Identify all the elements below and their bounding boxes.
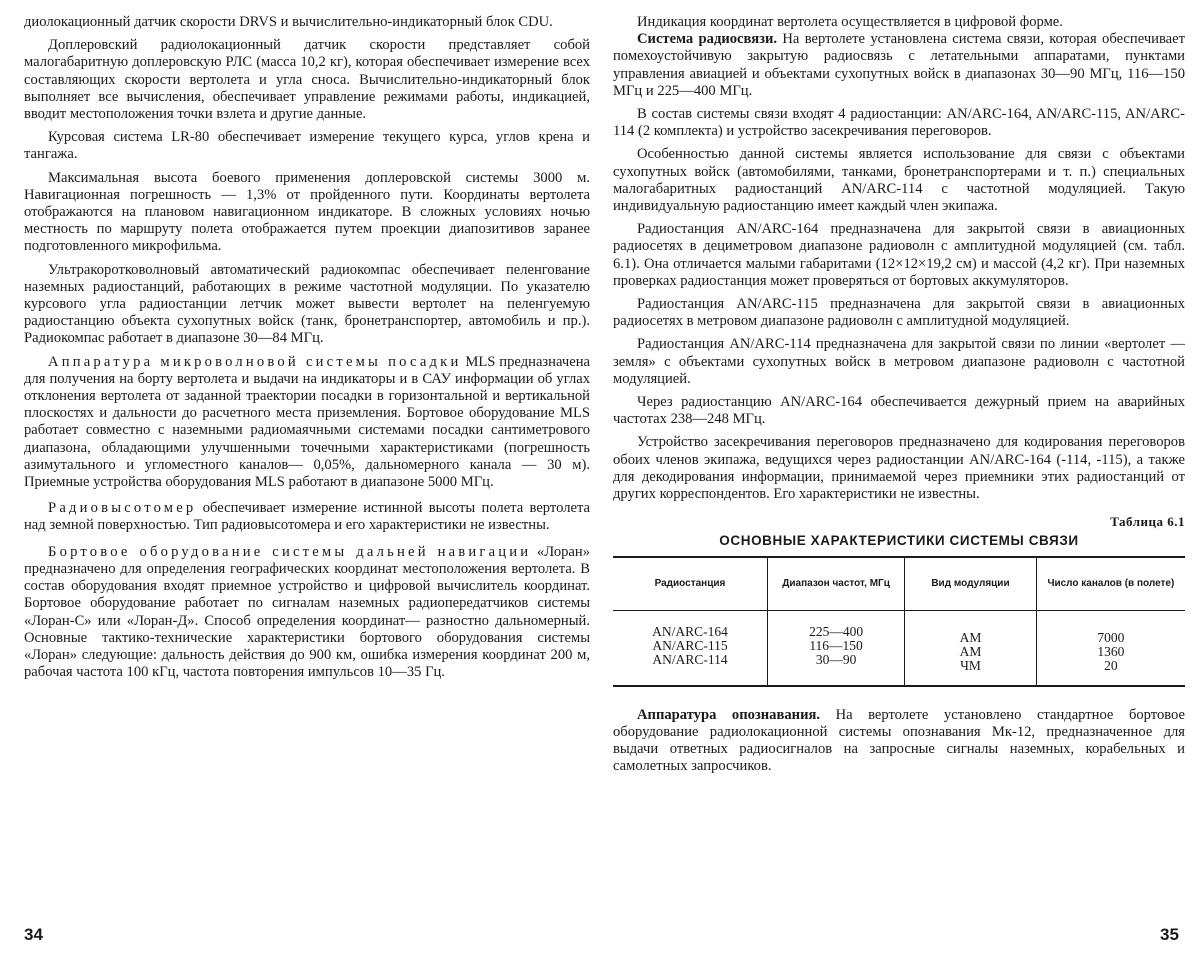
table-cell: 1360 [1097, 643, 1125, 659]
paragraph-comm-composition: В состав системы связи входят 4 радиостанции: AN/ARC-164, AN/ARC-115, AN/ARC-114 (2 комплекта) и устройство засекречивания переговоров. [613, 106, 1185, 140]
table-title: ОСНОВНЫЕ ХАРАКТЕРИСТИКИ СИСТЕМЫ СВЯЗИ [719, 533, 1079, 549]
paragraph-emergency: Через радиостанцию AN/ARC-164 обеспечивается дежурный прием на аварийных частотах 238—248 МГц. [613, 394, 1185, 428]
header-radio: Радиостанция [613, 557, 767, 611]
paragraph-arc164: Радиостанция AN/ARC-164 предназначена для закрытой связи в авиационных радиосетях в дециметровом диапазоне радиоволн с амплитудной модуляцией (см. табл. 6.1). Она отличается малыми габаритами (12×12×19,2 см) и массой (4,2 кг). При наземных проверках радиостанция может проверяться от бортовых аккумуляторов. [613, 221, 1185, 289]
paragraph-loran [24, 544, 590, 682]
header-freq: Диапазон частот, МГц [767, 557, 904, 611]
paragraph-radioaltimeter [24, 500, 590, 534]
paragraph-comm-feature: Особенностью данной системы является использование для связи с объектами сухопутных войск (автомобилями, танками, бронетранспортерами и т. п.) специальных малогабаритных радиостанций AN/ARC-114 с частотной модуляцией. Такую индивидуальную радиостанцию имеет каждый член экипажа. [613, 146, 1185, 215]
page-number-right: 35 [1160, 925, 1179, 944]
header-channels: Число каналов (в полете) [1036, 557, 1185, 611]
loran-text: «Лоран» предназначено для определения географических координат местоположения вертолета. В состав оборудования входят приемное устройство и цифровой вычислитель координат. Бортовое оборудование работает по сигналам наземных радиопередатчиков системы «Лоран-С» или «Лоран-Д». Способ определения координат— разностно дальномерный. Основные тактико-технические характеристики бортового оборудования системы «Лоран» следующие: дальность действия до 900 км, ошибка измерения координат 200 м, рабочая частота 100 кГц, частота повторения импульсов 10—35 Гц. [24, 543, 590, 681]
table-cell: 20 [1104, 657, 1118, 673]
table-cell: AN/ARC-164 [652, 623, 728, 639]
paragraph-doppler-accuracy: Максимальная высота боевого применения доплеровской системы 3000 м. Навигационная погрешность — 1,3% от пройденного пути. Координаты вертолета отображаются на плановом навигационном индикаторе. В сложных условиях ночью местность по маршруту полета отображается путем проекции диапозитивов заранее подготовленного микрофильма. [24, 169, 590, 255]
col-channels [1036, 610, 1185, 686]
table-cell: АМ [959, 629, 982, 645]
radioalt-lead: Радиовысотомер [48, 500, 197, 517]
table-header-row [613, 557, 1185, 611]
paragraph-radiocompass: Ультракоротковолновый автоматический радиокомпас обеспечивает пеленгование наземных радиостанций, работающих в режиме частотной модуляции. По указателю курсового угла радиостанции летчик может вывести вертолет на пеленгуемую радиостанцию объекта сухопутных войск (танк, бронетранспортер, автомобиль и пр.). Радиокомпас работает в диапазоне 30—84 МГц. [24, 261, 590, 347]
table-cell: АМ [959, 643, 982, 659]
paragraph-identification [613, 707, 1185, 776]
paragraph-doppler-sensor: Доплеровский радиолокационный датчик скорости представляет собой малогабаритную доплеровскую РЛС (масса 10,2 кг), которая обеспечивает измерение всех составляющих скорости вертолета и угла сноса. Вычислительно-индикаторный блок выполняет все вычисления, обеспечивает управление режимами работы, индикацией, вводит местоположения точки взлета и другие данные. [24, 37, 590, 123]
paragraph-course-system: Курсовая система LR-80 обеспечивает измерение текущего курса, углов крена и тангажа. [24, 129, 590, 163]
mls-lead: Аппаратура микроволновой системы посадки [48, 353, 462, 370]
loran-lead: Бортовое оборудование системы дальней навигации [48, 543, 532, 560]
paragraph-comm-system [613, 31, 1185, 100]
left-page [24, 14, 590, 681]
paragraph-drvs-continued: диолокационный датчик скорости DRVS и вычислительно-индикаторный блок CDU. [24, 14, 553, 30]
table-cell: AN/ARC-114 [652, 651, 728, 667]
comm-text: На вертолете установлена система связи, которая обеспечивает помехоустойчивую закрытую радиосвязь с летательными аппаратами, пунктами управления авиацией и объектами сухопутных войск в диапазонах 30—90 МГц, 116—150 МГц и 225—400 МГц. [613, 31, 1186, 99]
paragraph-encryption: Устройство засекречивания переговоров предназначено для кодирования переговоров обоих членов экипажа, ведущихся через радиостанции AN/ARC-164 (-114, -115), а также для декодирования информации, принимаемой через приемники этих радиостанций от других корреспондентов. Его характеристики не известны. [613, 434, 1185, 503]
comm-spec-table [613, 556, 1185, 687]
paragraph-coordinates-display: Индикация координат вертолета осуществляется в цифровой форме. [637, 14, 1063, 30]
right-page [613, 14, 1185, 776]
col-radio [613, 610, 767, 686]
radioalt-text: обеспечивает измерение истинной высоты полета вертолета над земной поверхностью. Тип радиовысотомера и его характеристики не известны. [24, 500, 590, 534]
table-cell: 225—400 [809, 623, 864, 639]
page-number-left: 34 [24, 925, 43, 944]
table-cell: 30—90 [815, 651, 857, 667]
ident-lead: Аппаратура опознавания. [637, 706, 821, 723]
comm-lead: Система радиосвязи. [637, 31, 778, 48]
table-cell: 116—150 [809, 637, 863, 653]
header-modulation: Вид модуляции [905, 557, 1037, 611]
mls-text: MLS предназначена для получения на борту вертолета и выдачи на индикаторы и в САУ информации об углах отклонения вертолета от заданной траектории посадки в горизонтальной и вертикальной плоскостях и дальности до расчетного места приземления. Бортовое оборудование MLS работает совместно с наземными радиомаячными системами посадки сантиметрового диапазона, обладающими улучшенными точечными характеристиками (погрешность азимутального и угломестного каналов— 0,05%, дальномерного канала — 30 м). Приемные устройства оборудования MLS работают в диапазоне 5000 МГц. [24, 353, 590, 491]
paragraph-arc114: Радиостанция AN/ARC-114 предназначена для закрытой связи по линии «вертолет — земля» с объектами сухопутных войск в метровом диапазоне радиоволн с частотной модуляцией. [613, 336, 1185, 387]
col-modulation [905, 610, 1037, 686]
ident-text: На вертолете установлено стандартное бортовое оборудование радиолокационной системы опознавания Мк-12, предназначенное для выдачи ответных радиосигналов на запросные сигналы наземных, корабельных и самолетных запросчиков. [613, 706, 1185, 775]
table-cell: AN/ARC-115 [652, 637, 728, 653]
table-number: Таблица 6.1 [1110, 514, 1185, 530]
table-row [613, 610, 1185, 686]
table-cell: ЧМ [960, 657, 981, 673]
paragraph-arc115: Радиостанция AN/ARC-115 предназначена для закрытой связи в авиационных радиосетях в метровом диапазоне радиоволн с амплитудной модуляцией. [613, 296, 1185, 330]
paragraph-mls [24, 354, 590, 492]
col-freq [767, 610, 904, 686]
table-cell: 7000 [1097, 629, 1125, 645]
